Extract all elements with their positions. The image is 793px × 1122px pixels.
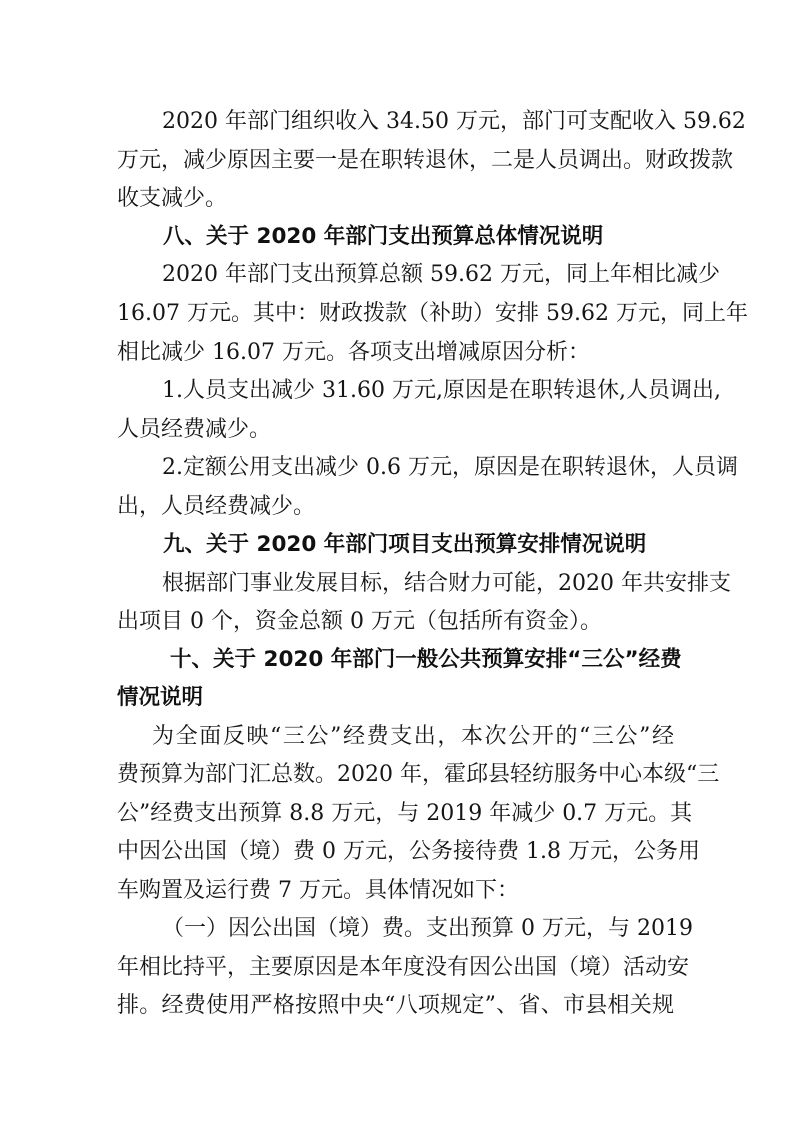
paragraph-line: 公”经费支出预算 8.8 万元，与 2019 年减少 0.7 万元。其 [117, 801, 693, 826]
list-item-line: 出，人员经费减少。 [117, 494, 316, 519]
list-item-line: 2.定额公用支出减少 0.6 万元，原因是在职转退休，人员调 [162, 455, 738, 480]
paragraph-line: 根据部门事业发展目标，结合财力可能，2020 年共安排支 [162, 571, 731, 596]
paragraph-line: 排。经费使用严格按照中央“八项规定”、省、市县相关规 [117, 993, 674, 1018]
paragraph-line: 车购置及运行费 7 万元。具体情况如下： [117, 878, 519, 903]
paragraph-line: 中因公出国（境）费 0 万元，公务接待费 1.8 万元，公务用 [117, 839, 700, 864]
paragraph-line: 出项目 0 个，资金总额 0 万元（包括所有资金）。 [117, 609, 602, 634]
section-heading: 情况说明 [117, 685, 204, 710]
paragraph-line: 费预算为部门汇总数。2020 年，霍邱县轻纺服务中心本级“三 [117, 762, 720, 787]
paragraph-line: 16.07 万元。其中：财政拨款（补助）安排 59.62 万元，同上年 [117, 301, 748, 326]
paragraph-line: 2020 年部门组织收入 34.50 万元，部门可支配收入 59.62 [162, 109, 746, 134]
section-heading: 八、关于 2020 年部门支出预算总体情况说明 [163, 224, 604, 249]
paragraph-line: 为全面反映“三公”经费支出，本次公开的“三公”经 [152, 724, 674, 749]
paragraph-line: 万元，减少原因主要一是在职转退休，二是人员调出。财政拨款 [117, 148, 734, 173]
list-item-line: 1.人员支出减少 31.60 万元,原因是在职转退休,人员调出, [162, 378, 721, 403]
paragraph-line: 年相比持平，主要原因是本年度没有因公出国（境）活动安 [117, 955, 690, 980]
paragraph-line: （一）因公出国（境）费。支出预算 0 万元，与 2019 [162, 916, 693, 941]
paragraph-line: 收支减少。 [117, 186, 228, 211]
list-item-line: 人员经费减少。 [117, 417, 272, 442]
section-heading: 九、关于 2020 年部门项目支出预算安排情况说明 [163, 532, 647, 557]
paragraph-line: 2020 年部门支出预算总额 59.62 万元，同上年相比减少 [162, 262, 720, 287]
section-heading: 十、关于 2020 年部门一般公共预算安排“三公”经费 [170, 647, 682, 672]
paragraph-line: 相比减少 16.07 万元。各项支出增减原因分析： [117, 340, 590, 365]
